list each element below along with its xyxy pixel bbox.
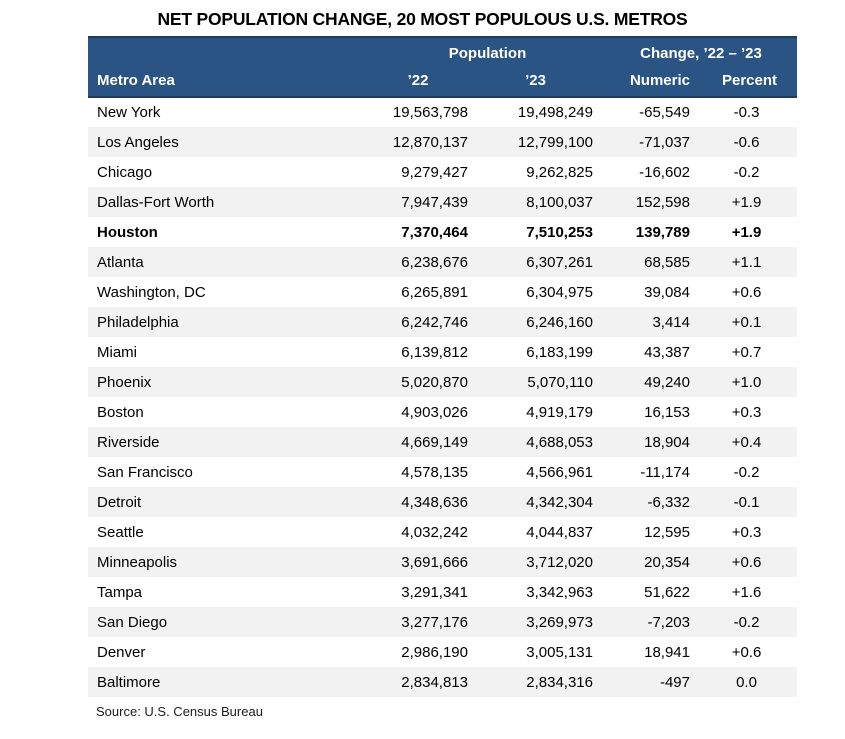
column-header-numeric: Numeric xyxy=(605,64,702,97)
table-row xyxy=(88,427,797,457)
pop-22-value: 6,265,891 xyxy=(401,283,468,301)
metro-name: Atlanta xyxy=(97,253,144,271)
numeric-change-value: 18,904 xyxy=(644,433,690,451)
table-row xyxy=(88,457,797,487)
numeric-change-value: -7,203 xyxy=(647,613,690,631)
pop-22-value: 3,291,341 xyxy=(401,583,468,601)
numeric-change-value: 18,941 xyxy=(644,643,690,661)
metro-name: Los Angeles xyxy=(97,133,179,151)
group-header-change: Change, ’22 – ’23 xyxy=(605,37,797,64)
metro-name: New York xyxy=(97,104,161,121)
percent-change-value: +0.3 xyxy=(731,523,762,541)
numeric-change-value: 3,414 xyxy=(652,313,690,331)
table-row xyxy=(88,367,797,397)
table-row xyxy=(88,487,797,517)
table-row xyxy=(88,307,797,337)
table-row xyxy=(88,277,797,307)
table-row xyxy=(88,577,797,607)
percent-change-value: +1.9 xyxy=(731,193,762,211)
group-header-population: Population xyxy=(370,37,605,64)
metro-name: Phoenix xyxy=(97,373,152,391)
numeric-change-value: 20,354 xyxy=(644,553,690,571)
pop-23-value: 4,044,837 xyxy=(526,523,593,541)
numeric-change-value: -11,174 xyxy=(640,463,690,481)
percent-change-value: +1.9 xyxy=(731,223,762,241)
metro-name: Minneapolis xyxy=(97,553,178,571)
numeric-change-value: 39,084 xyxy=(644,283,690,301)
population-table xyxy=(88,36,797,697)
column-header-percent: Percent xyxy=(702,64,797,97)
pop-23-value: 4,688,053 xyxy=(526,433,593,451)
pop-22-value: 5,020,870 xyxy=(401,373,468,391)
percent-change-value: -0.2 xyxy=(733,463,760,481)
pop-22-value: 4,032,242 xyxy=(401,523,468,541)
numeric-change-value: -71,037 xyxy=(639,133,690,151)
percent-change-value: -0.2 xyxy=(733,163,760,181)
percent-change-value: +1.0 xyxy=(731,373,762,391)
numeric-change-value: 139,789 xyxy=(635,223,690,241)
percent-change-value: +0.7 xyxy=(731,343,762,361)
numeric-change-value: 43,387 xyxy=(644,343,690,361)
pop-22-value: 7,370,464 xyxy=(401,223,468,241)
numeric-change-value: -65,549 xyxy=(639,104,690,121)
metro-name: Seattle xyxy=(97,523,144,541)
table-row xyxy=(88,517,797,547)
pop-23-value: 19,498,249 xyxy=(517,104,593,121)
pop-22-value: 9,279,427 xyxy=(401,163,468,181)
metro-name: Chicago xyxy=(97,163,153,181)
percent-change-value: +0.6 xyxy=(731,283,762,301)
source-note: Source: U.S. Census Bureau xyxy=(96,704,263,719)
pop-23-value: 4,919,179 xyxy=(526,403,593,421)
column-header-row xyxy=(88,64,797,97)
numeric-change-value: -6,332 xyxy=(647,493,690,511)
column-header-23: ’23 xyxy=(480,64,605,97)
percent-change-value: +1.6 xyxy=(731,583,762,601)
pop-22-value: 19,563,798 xyxy=(392,104,468,121)
pop-23-value: 7,510,253 xyxy=(526,223,593,241)
pop-22-value: 2,834,813 xyxy=(401,673,468,691)
metro-name: Houston xyxy=(97,223,158,241)
percent-change-value: -0.6 xyxy=(733,133,760,151)
percent-change-value: +0.1 xyxy=(731,313,762,331)
pop-22-value: 3,277,176 xyxy=(401,613,468,631)
group-header-row xyxy=(88,37,797,64)
pop-23-value: 3,269,973 xyxy=(526,613,593,631)
metro-name: Boston xyxy=(97,403,144,421)
pop-23-value: 6,304,975 xyxy=(526,283,593,301)
table-row xyxy=(88,667,797,697)
pop-23-value: 8,100,037 xyxy=(526,193,593,211)
percent-change-value: -0.2 xyxy=(733,613,760,631)
group-header-spacer xyxy=(88,37,370,64)
percent-change-value: 0.0 xyxy=(736,673,757,691)
percent-change-value: -0.1 xyxy=(733,493,760,511)
metro-name: San Diego xyxy=(97,613,168,631)
table-row xyxy=(88,607,797,637)
table-row xyxy=(88,247,797,277)
pop-22-value: 12,870,137 xyxy=(392,133,468,151)
numeric-change-value: -497 xyxy=(659,673,690,691)
metro-name: Washington, DC xyxy=(97,283,206,301)
pop-22-value: 4,903,026 xyxy=(401,403,468,421)
pop-23-value: 4,342,304 xyxy=(526,493,593,511)
page-title: NET POPULATION CHANGE, 20 MOST POPULOUS U.S. METROS xyxy=(157,9,688,29)
pop-23-value: 4,566,961 xyxy=(526,463,593,481)
column-header-22: ’22 xyxy=(370,64,480,97)
metro-name: Philadelphia xyxy=(97,313,179,331)
pop-23-value: 3,005,131 xyxy=(526,643,593,661)
pop-22-value: 4,348,636 xyxy=(401,493,468,511)
numeric-change-value: -16,602 xyxy=(639,163,690,181)
table-row xyxy=(88,157,797,187)
percent-change-value: +0.6 xyxy=(731,553,762,571)
numeric-change-value: 16,153 xyxy=(644,403,690,421)
metro-name: San Francisco xyxy=(97,463,193,481)
metro-name: Detroit xyxy=(97,493,142,511)
pop-22-value: 3,691,666 xyxy=(401,553,468,571)
pop-23-value: 3,712,020 xyxy=(526,553,593,571)
table-header xyxy=(88,37,797,97)
pop-23-value: 3,342,963 xyxy=(526,583,593,601)
metro-name: Riverside xyxy=(97,433,160,451)
metro-name: Denver xyxy=(97,643,146,661)
pop-23-value: 9,262,825 xyxy=(526,163,593,181)
numeric-change-value: 12,595 xyxy=(644,523,690,541)
pop-23-value: 12,799,100 xyxy=(517,133,593,151)
percent-change-value: +1.1 xyxy=(731,253,762,271)
numeric-change-value: 49,240 xyxy=(644,373,690,391)
pop-22-value: 6,242,746 xyxy=(401,313,468,331)
pop-22-value: 6,238,676 xyxy=(401,253,468,271)
numeric-change-value: 68,585 xyxy=(644,253,690,271)
pop-23-value: 5,070,110 xyxy=(527,373,593,391)
pop-23-value: 6,183,199 xyxy=(526,343,593,361)
metro-name: Baltimore xyxy=(97,673,161,691)
pop-22-value: 4,578,135 xyxy=(401,463,468,481)
pop-23-value: 6,307,261 xyxy=(526,253,593,271)
pop-22-value: 2,986,190 xyxy=(401,643,468,661)
percent-change-value: +0.3 xyxy=(731,403,762,421)
percent-change-value: -0.3 xyxy=(733,104,760,121)
column-header-metro-area: Metro Area xyxy=(88,64,370,97)
table-row xyxy=(88,547,797,577)
numeric-change-value: 152,598 xyxy=(635,193,690,211)
pop-22-value: 4,669,149 xyxy=(401,433,468,451)
metro-name: Dallas-Fort Worth xyxy=(97,193,215,211)
table-row xyxy=(88,337,797,367)
metro-name: Tampa xyxy=(97,583,143,601)
table-row xyxy=(88,187,797,217)
percent-change-value: +0.4 xyxy=(731,433,762,451)
table-row xyxy=(88,97,797,127)
percent-change-value: +0.6 xyxy=(731,643,762,661)
pop-22-value: 7,947,439 xyxy=(401,193,468,211)
table-body xyxy=(88,97,797,697)
metro-name: Miami xyxy=(97,343,137,361)
pop-23-value: 2,834,316 xyxy=(526,673,593,691)
pop-22-value: 6,139,812 xyxy=(401,343,468,361)
table-row xyxy=(88,397,797,427)
table-row xyxy=(88,217,797,247)
table-row xyxy=(88,637,797,667)
numeric-change-value: 51,622 xyxy=(644,583,690,601)
table-row xyxy=(88,127,797,157)
pop-23-value: 6,246,160 xyxy=(526,313,593,331)
